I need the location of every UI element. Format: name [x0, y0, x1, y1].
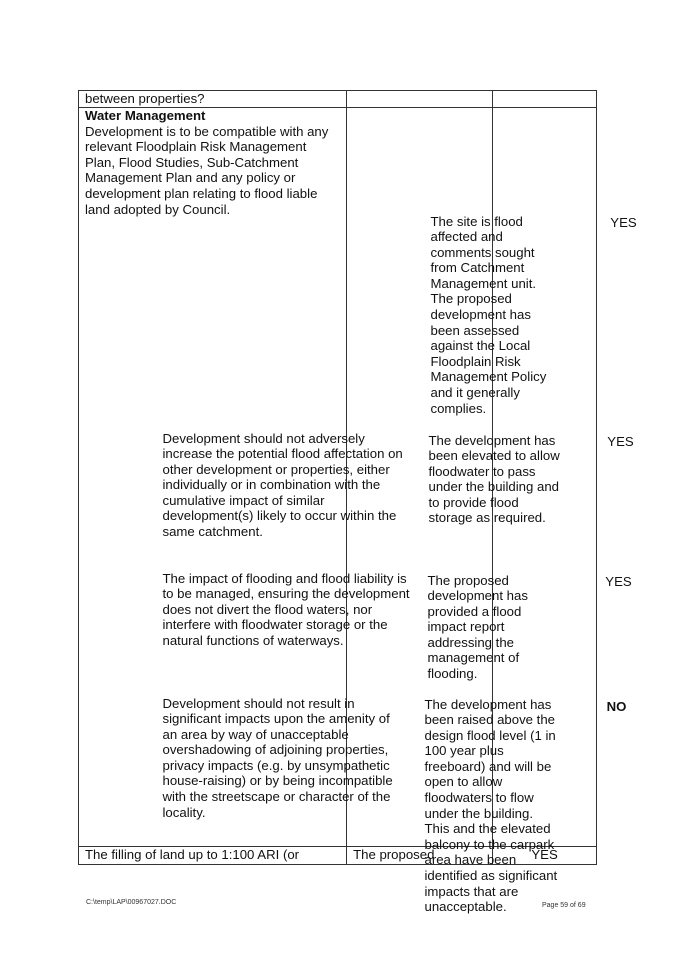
compliance-value: YES	[610, 214, 637, 230]
criterion-text: between properties?	[85, 91, 205, 106]
criterion-text: Development should not adversely increase the potential flood affectation on other development or properties, either individually or in combination with the cumulative impact of similar development(s) likely to occur within the same catchment.	[162, 430, 403, 540]
compliance-value: YES	[605, 573, 632, 589]
criterion-cell	[79, 847, 347, 865]
comment-text: The proposed	[353, 847, 435, 862]
comment-text: The site is flood affected and comments sought from Catchment Management unit. The proposed development has been assessed against the Local Floodplain Risk Management Policy and it generally complies.	[430, 213, 547, 416]
compliance-value: YES	[531, 847, 558, 862]
compliance-cell	[493, 91, 597, 108]
compliance-value: NO	[606, 698, 627, 714]
comment-text: The development has been elevated to allow floodwater to pass under the building and to provide flood storage as required.	[428, 432, 560, 526]
section-title: Water Management	[85, 108, 206, 123]
footer-file-path: C:\temp\LAP\00967027.DOC	[86, 899, 177, 906]
table-row	[79, 108, 597, 847]
compliance-value: YES	[607, 433, 634, 449]
footer-page-number: Page 59 of 69	[542, 902, 586, 909]
criterion-cell	[79, 108, 410, 847]
comment-text: The development has been raised above the design flood level (1 in 100 year plus freeboard) and will be open to allow floodwaters to flow under the building. This and the elevated balcony to the carpark area have been identified as significant impacts that are unacceptable.	[424, 696, 558, 915]
table-row	[79, 91, 597, 108]
criterion-text: The impact of flooding and flood liability is to be managed, ensuring the development does not divert the flood waters, nor interfere with floodwater storage or the natural functions of waterways.	[162, 570, 410, 648]
criterion-cell	[79, 91, 347, 108]
criterion-text: Development should not result in significant impacts upon the amenity of an area by way of unacceptable overshadowing of adjoining properties, privacy impacts (e.g. by unsympathetic house-raising) or by being incompatible with the streetscape or character of the locality.	[162, 695, 393, 820]
criterion-text: Development is to be compatible with any relevant Floodplain Risk Management Plan, Flood Studies, Sub-Catchment Management Plan and any policy or development plan relating to flood liable land adopted by Council.	[85, 123, 329, 217]
comment-text: The proposed development has provided a flood impact report addressing the management of flooding.	[427, 572, 528, 682]
criterion-text: The filling of land up to 1:100 ARI (or	[85, 847, 300, 862]
comment-cell	[347, 91, 493, 108]
